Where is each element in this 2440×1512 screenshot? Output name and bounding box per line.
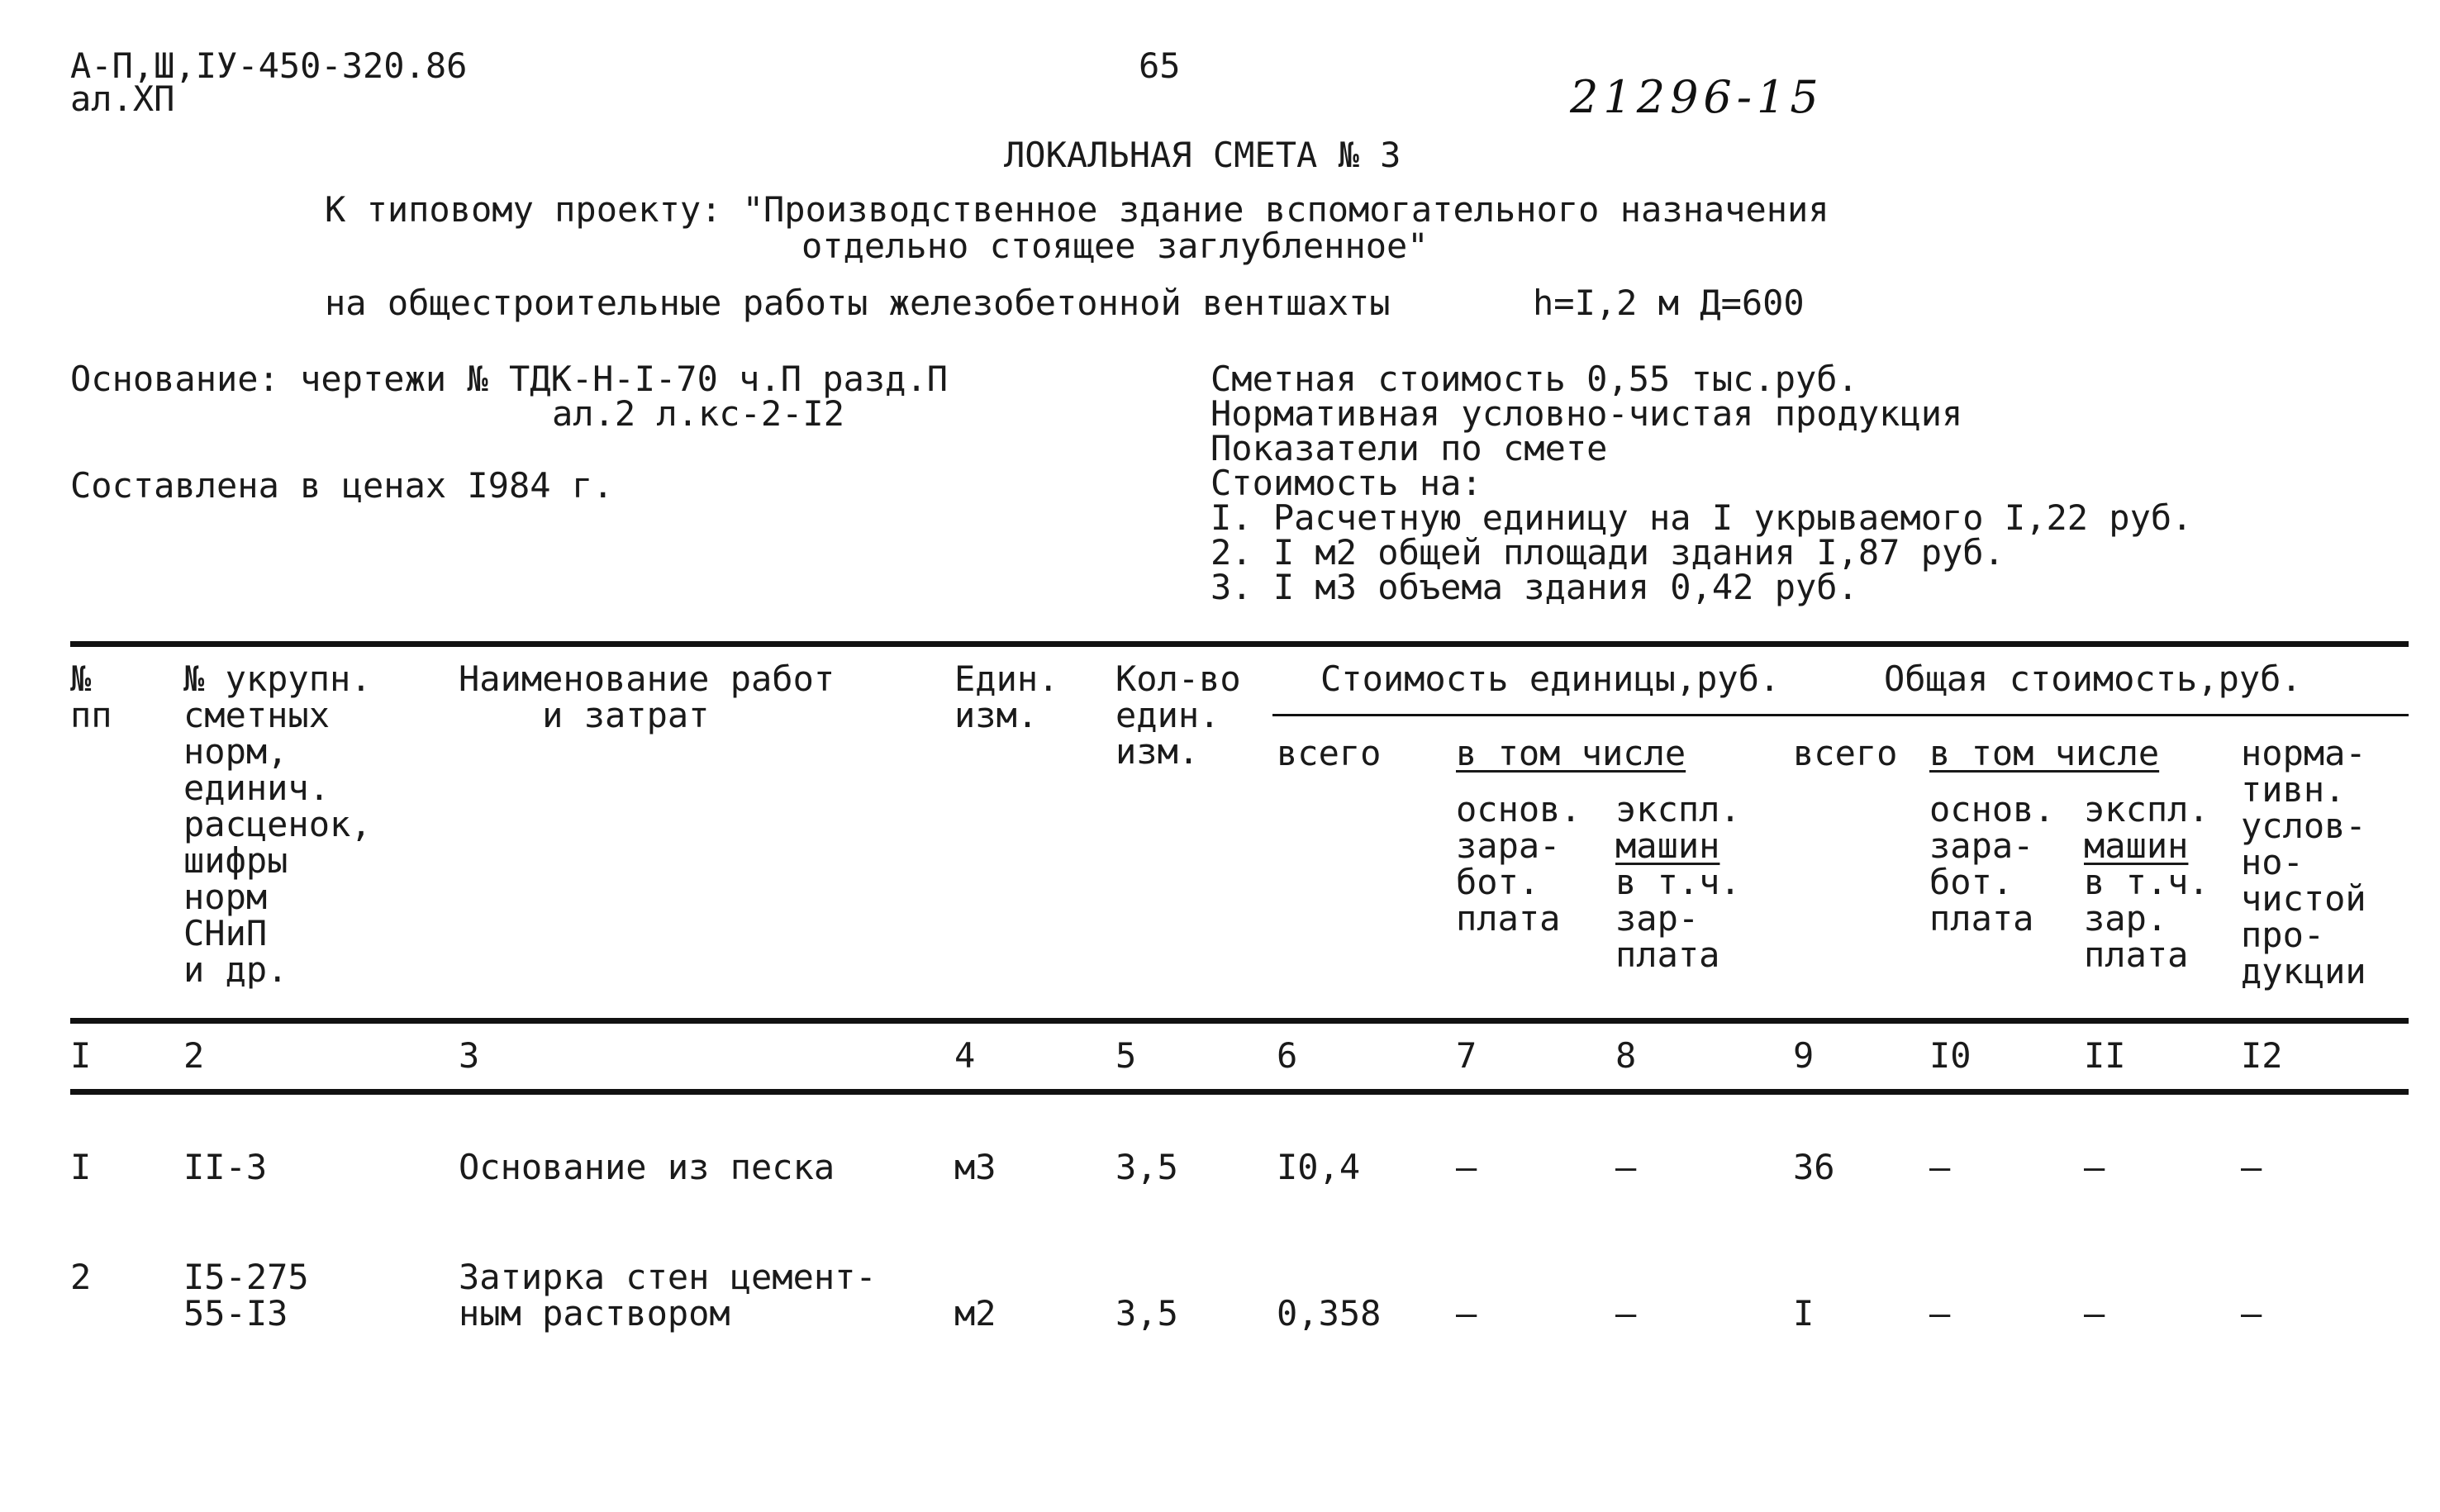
album-label: ал.ХП [70,78,175,119]
works-params: h=I,2 м Д=600 [1533,283,1805,323]
header-total-mach-mid: машин [2084,825,2189,866]
header-unit-total: всего [1277,733,1382,773]
norm-code: I5-275 55-I3 [183,1257,309,1334]
header-unit-mach-mid: машин [1615,825,1720,866]
column-number-10: I0 [1929,1035,1972,1076]
header-unit-cost-group: Стоимость единицы,руб. [1320,659,1781,699]
row-number: I [70,1147,92,1187]
header-row-number: № пп [70,659,112,735]
page-number: 65 [1139,45,1181,86]
total-cost-wage: – [1929,1293,1951,1334]
quantity: 3,5 [1115,1293,1178,1334]
cost-item-1: I. Расчетную единицу на I укрываемого I,22 руб. [1210,497,2193,538]
quantity: 3,5 [1115,1147,1178,1187]
header-unit-mach-top: экспл. [1615,789,1741,830]
column-number-7: 7 [1456,1035,1477,1076]
column-number-11: II [2084,1035,2126,1076]
normative-product: Нормативная условно-чистая продукция [1210,393,1963,434]
basis-line-2: ал.2 л.кс-2-I2 [552,393,845,434]
total-cost: 36 [1793,1147,1835,1187]
header-unit: Един. изм. [954,659,1059,735]
header-total-cost-group: Общая стоимость,руб. [1884,659,2302,699]
header-normative: норма- тивн. услов- но- чистой про- дукции [2241,733,2366,991]
normative-value: – [2241,1147,2262,1187]
column-number-9: 9 [1793,1035,1815,1076]
header-unit-wage: основ. зара- бот. плата [1456,789,1581,939]
header-including-2: в том числе [1929,733,2160,773]
project-line-1: К типовому проекту: "Производственное здание вспомогательного назначения [325,189,1829,230]
header-bottom-rule [70,1018,2409,1024]
column-number-12: I2 [2241,1035,2283,1076]
unit-cost-machines: – [1615,1293,1637,1334]
unit-cost-wage: – [1456,1147,1477,1187]
work-name: Затирка стен цемент- ным раствором [459,1257,877,1334]
estimate-heading: ЛОКАЛЬНАЯ СМЕТА № 3 [1004,135,1401,175]
total-cost-machines: – [2084,1147,2105,1187]
cost-item-3: 3. I м3 объема здания 0,42 руб. [1210,567,1858,607]
header-norm-code: № укрупн. сметных норм, единич. расценок, шифры норм СНиП и др. [183,659,372,990]
table-top-rule [70,641,2409,647]
header-total-mach-bot: в т.ч. зар. плата [2084,862,2209,975]
works-line: на общестроительные работы железобетонной вентшахты [325,283,1391,323]
unit-cost-total: 0,358 [1277,1293,1382,1334]
work-name: Основание из песка [459,1147,835,1187]
total-cost: I [1793,1293,1815,1334]
total-cost-machines: – [2084,1293,2105,1334]
header-total: всего [1793,733,1898,773]
norm-code: II-3 [183,1147,268,1187]
handwritten-number: 21296-15 [1570,71,1824,123]
unit: м3 [954,1147,996,1187]
column-number-3: 3 [459,1035,480,1076]
unit-cost-wage: – [1456,1293,1477,1334]
cost-per-label: Стоимость на: [1210,463,1482,503]
basis-line-1: Основание: чертежи № ТДК-Н-I-70 ч.П разд.П [70,359,949,399]
header-quantity: Кол-во един. изм. [1115,659,1241,772]
header-total-mach-top: экспл. [2084,789,2209,830]
estimated-cost: Сметная стоимость 0,55 тыс.руб. [1210,359,1858,399]
header-including-1: в том числе [1456,733,1686,773]
column-number-5: 5 [1115,1035,1137,1076]
column-number-rule [70,1089,2409,1095]
total-cost-wage: – [1929,1147,1951,1187]
unit-cost-total: I0,4 [1277,1147,1361,1187]
row-number: 2 [70,1257,92,1297]
column-number-1: I [70,1035,92,1076]
header-work-name: Наименование работ и затрат [459,659,835,735]
unit: м2 [954,1293,996,1334]
cost-item-2: 2. I м2 общей площади здания I,87 руб. [1210,532,2005,573]
indicators-label: Показатели по смете [1210,428,1608,468]
column-number-4: 4 [954,1035,976,1076]
project-line-2: отдельно стоящее заглубленное" [801,226,1429,266]
normative-value: – [2241,1293,2262,1334]
header-total-wage: основ. зара- бот. плата [1929,789,2055,939]
subheader-rule [1272,714,2409,716]
prices-year: Составлена в ценах I984 г. [70,465,614,506]
doc-code: А-П,Ш,IУ-450-320.86 [70,45,468,86]
header-unit-mach-bot: в т.ч. зар- плата [1615,862,1741,975]
column-number-6: 6 [1277,1035,1298,1076]
unit-cost-machines: – [1615,1147,1637,1187]
column-number-8: 8 [1615,1035,1637,1076]
column-number-2: 2 [183,1035,205,1076]
